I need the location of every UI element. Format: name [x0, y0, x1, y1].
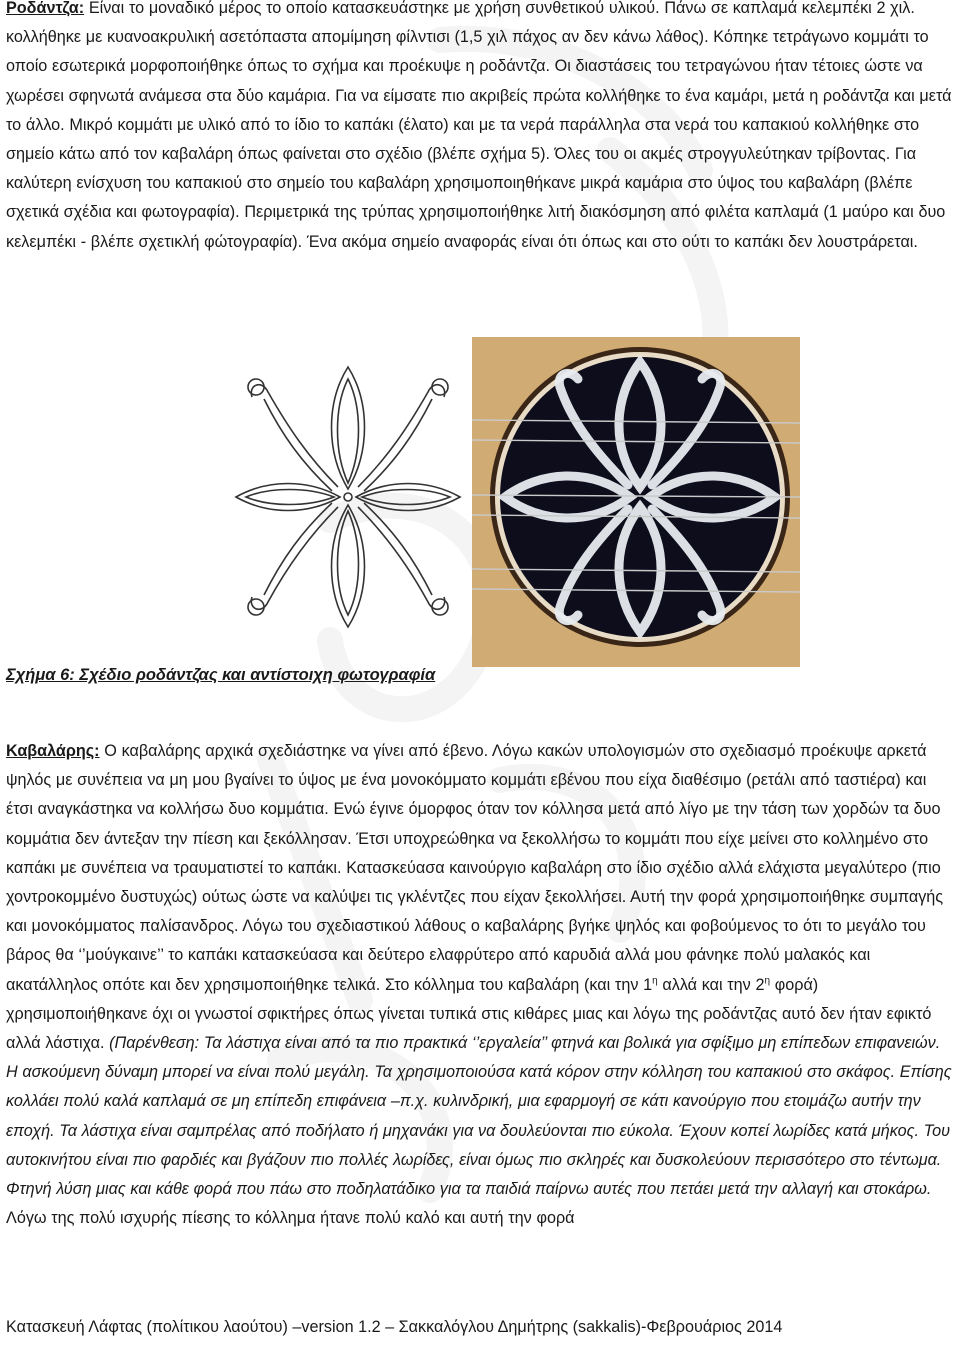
- superscript-1: η: [652, 975, 658, 987]
- rosette-sketch: [228, 347, 468, 647]
- page-footer: Κατασκευή Λάφτας (πολίτικου λαούτου) –version 1.2 – Σακκαλόγλου Δημήτρης (sakkalis)-Φεβρουάριος 2014: [6, 1318, 783, 1336]
- kavalaris-heading: Καβαλάρης:: [6, 742, 100, 760]
- kavalaris-paragraph: [6, 737, 954, 1233]
- superscript-2: η: [764, 975, 771, 987]
- kavalaris-text-b: αλλά και την 2: [657, 975, 765, 994]
- figure-6: [0, 337, 960, 667]
- rodantza-text: Είναι το μοναδικό μέρος το οποίο κατασκευάστηκε με χρήση συνθετικού υλικού. Πάνω σε καπλαμά κελεμπέκι 2 χιλ. κολλήθηκε με κυανοακρυλική ασετόπαστα απομίμηση φίλντισι (1,5 χιλ πάχος αν δεν κάνω λάθος). Κόπηκε τετράγωνο κομμάτι το οποίο εσωτερικά μορφοποιήθηκε όπως το σχήμα και προέκυψε η ροδάντζα. Οι διαστάσεις του τετραγώνου ήταν τέτοιες ώστε να χωρέσει σφηνωτά ανάμεσα στα δύο καμάρια. Για να είμσατε πιο ακριβείς πρώτα κολλήθηκε το ένα καμάρι, μετά η ροδάντζα και μετά το άλλο. Μικρό κομμάτι με υλικό από το ίδιο το καπάκι (έλατο) και με τα νερά παράλληλα στα νερά του καπακιού κολλήθηκε στο σημείο κάτω από τον καβαλάρη όπως φαίνεται στο σχέδιο (βλέπε σχήμα 5). Όλες του οι ακμές στρογγυλεύτηκαν τρίβοντας. Για καλύτερη ενίσχυση του καπακιού στο σημείο του καβαλάρη χρησιμοποιηθήκανε μικρά καμάρια στο ύψος του καβαλάρη (βλέπε σχετικά σχέδια και φωτογραφία). Περιμετρικά της τρύπας χρησιμοποιήθηκε λιτή διακόσμηση από φιλέτα καπλαμά (1 μαύρο και δυο κελεμπέκι - βλέπε σχετικλή φώτογραφία). Ένα ακόμα σημείο αναφοράς είναι ότι όπως και στο ούτι το καπάκι δεν λουστράρεται.: [6, 0, 952, 251]
- figure-caption: Σχήμα 6: Σχέδιο ροδάντζας και αντίστοιχη φωτογραφία: [6, 666, 436, 684]
- rodantza-paragraph: [6, 0, 954, 257]
- kavalaris-text-c: φορά) χρησιμοποιήθηκανε όχι οι γνωστοί σφικτήρες όπως γίνεται τυπικά στις κιθάρες μιας και λόγω της ροδάντζας αυτό δεν ήταν εφικτό αλλά λάστιχα.: [6, 975, 932, 1053]
- parenthesis-italic: (Παρένθεση: Τα λάστιχα είναι από τα πιο πρακτικά ‘’εργαλεία’’ φτηνά και βολικά για σφίξιμο μη επίπεδων επιφανειών. Η ασκούμενη δύναμη μπορεί να είναι πολύ μεγάλη. Τα χρησιμοποιούσα κατά κόρον στην κόλληση του καπακιού στο σκάφος. Επίσης κολλάει πολύ καλά καπλαμά σε μη επίπεδη επιφάνεια –π.χ. κυλινδρική, μια εφαρμογή σε κάτι κανούργιο που ετοιμάζω αυτήν την εποχή. Τα λάστιχα είναι σαμπρέλας από ποδήλατο ή μηχανάκι για να δουλεύονται πιο εύκολα. Έχουν κοπεί λωρίδες κατά μήκος. Του αυτοκινήτου είναι πιο φαρδιές και βγάζουν πιο πολλές λωρίδες, είναι όμως πιο σκληρές και δυσκολεύουν περισσότερο στο τέντωμα. Φτηνή λύση μιας και κάθε φορά που πάω στο ποδηλατάδικο για τα παιδιά παίρνω αυτές που πετάει μετά την αλλαγή και στοκάρω.: [6, 1034, 952, 1199]
- kavalaris-text-a: Ο καβαλάρης αρχικά σχεδιάστηκε να γίνει από έβενο. Λόγω κακών υπολογισμών στο σχεδιασμό προέκυψε αρκετά ψηλός με συνέπεια να μη μου βγαίνει το ύψος με ένα μονοκόμματο κομμάτι εβένου που είχα διαθέσιμο (ρετάλι από ταστιέρα) και έτσι αναγκάστηκα να κολλήσω δυο κομμάτια. Ενώ έγινε όμορφος όταν τον κόλλησα μετά από λίγο με την τάση των χορδών τα δυο κομμάτια δεν άντεξαν την πίεση και ξεκόλλησαν. Έτσι υποχρεώθηκα να ξεκολλήσω το κομμάτι που είχε μείνει στο κολλημένο στο καπάκι με συνέπεια να τραυματιστεί το καπάκι. Κατασκεύασα καινούργιο καβαλάρη στο ίδιο σχέδιο αλλά ελάχιστα μεγαλύτερο (πιο χοντροκομμένο δυστυχώς) ούτως ώστε να καλύψει τις γκλέντζες που είχαν ξεκολλήσει. Αυτή την φορά χρησιμοποιήθηκε συμπαγής και μονοκόμματος παλίσανδρος. Λόγω του σχεδιαστικού λάθους ο καβαλάρης βγήκε ψηλός και φοβούμενος το ότι το μεγάλο του βάρος θα ‘’μούγκαινε’’ το καπάκι κατασκεύασα και δεύτερο ελαφρύτερο από καρυδιά αλλά μου φάνηκε πολύ μαλακός και ακατάλληλος οπότε και δεν χρησιμοποιήθηκε τελικά. Στο κόλλημα του καβαλάρη (και την 1: [6, 742, 944, 994]
- rodantza-heading: Ροδάντζα:: [6, 0, 85, 17]
- rosette-photo: [472, 337, 800, 667]
- kavalaris-text-d: Λόγω της πολύ ισχυρής πίεσης το κόλλημα ήτανε πολύ καλό και αυτή την φορά: [6, 1209, 575, 1228]
